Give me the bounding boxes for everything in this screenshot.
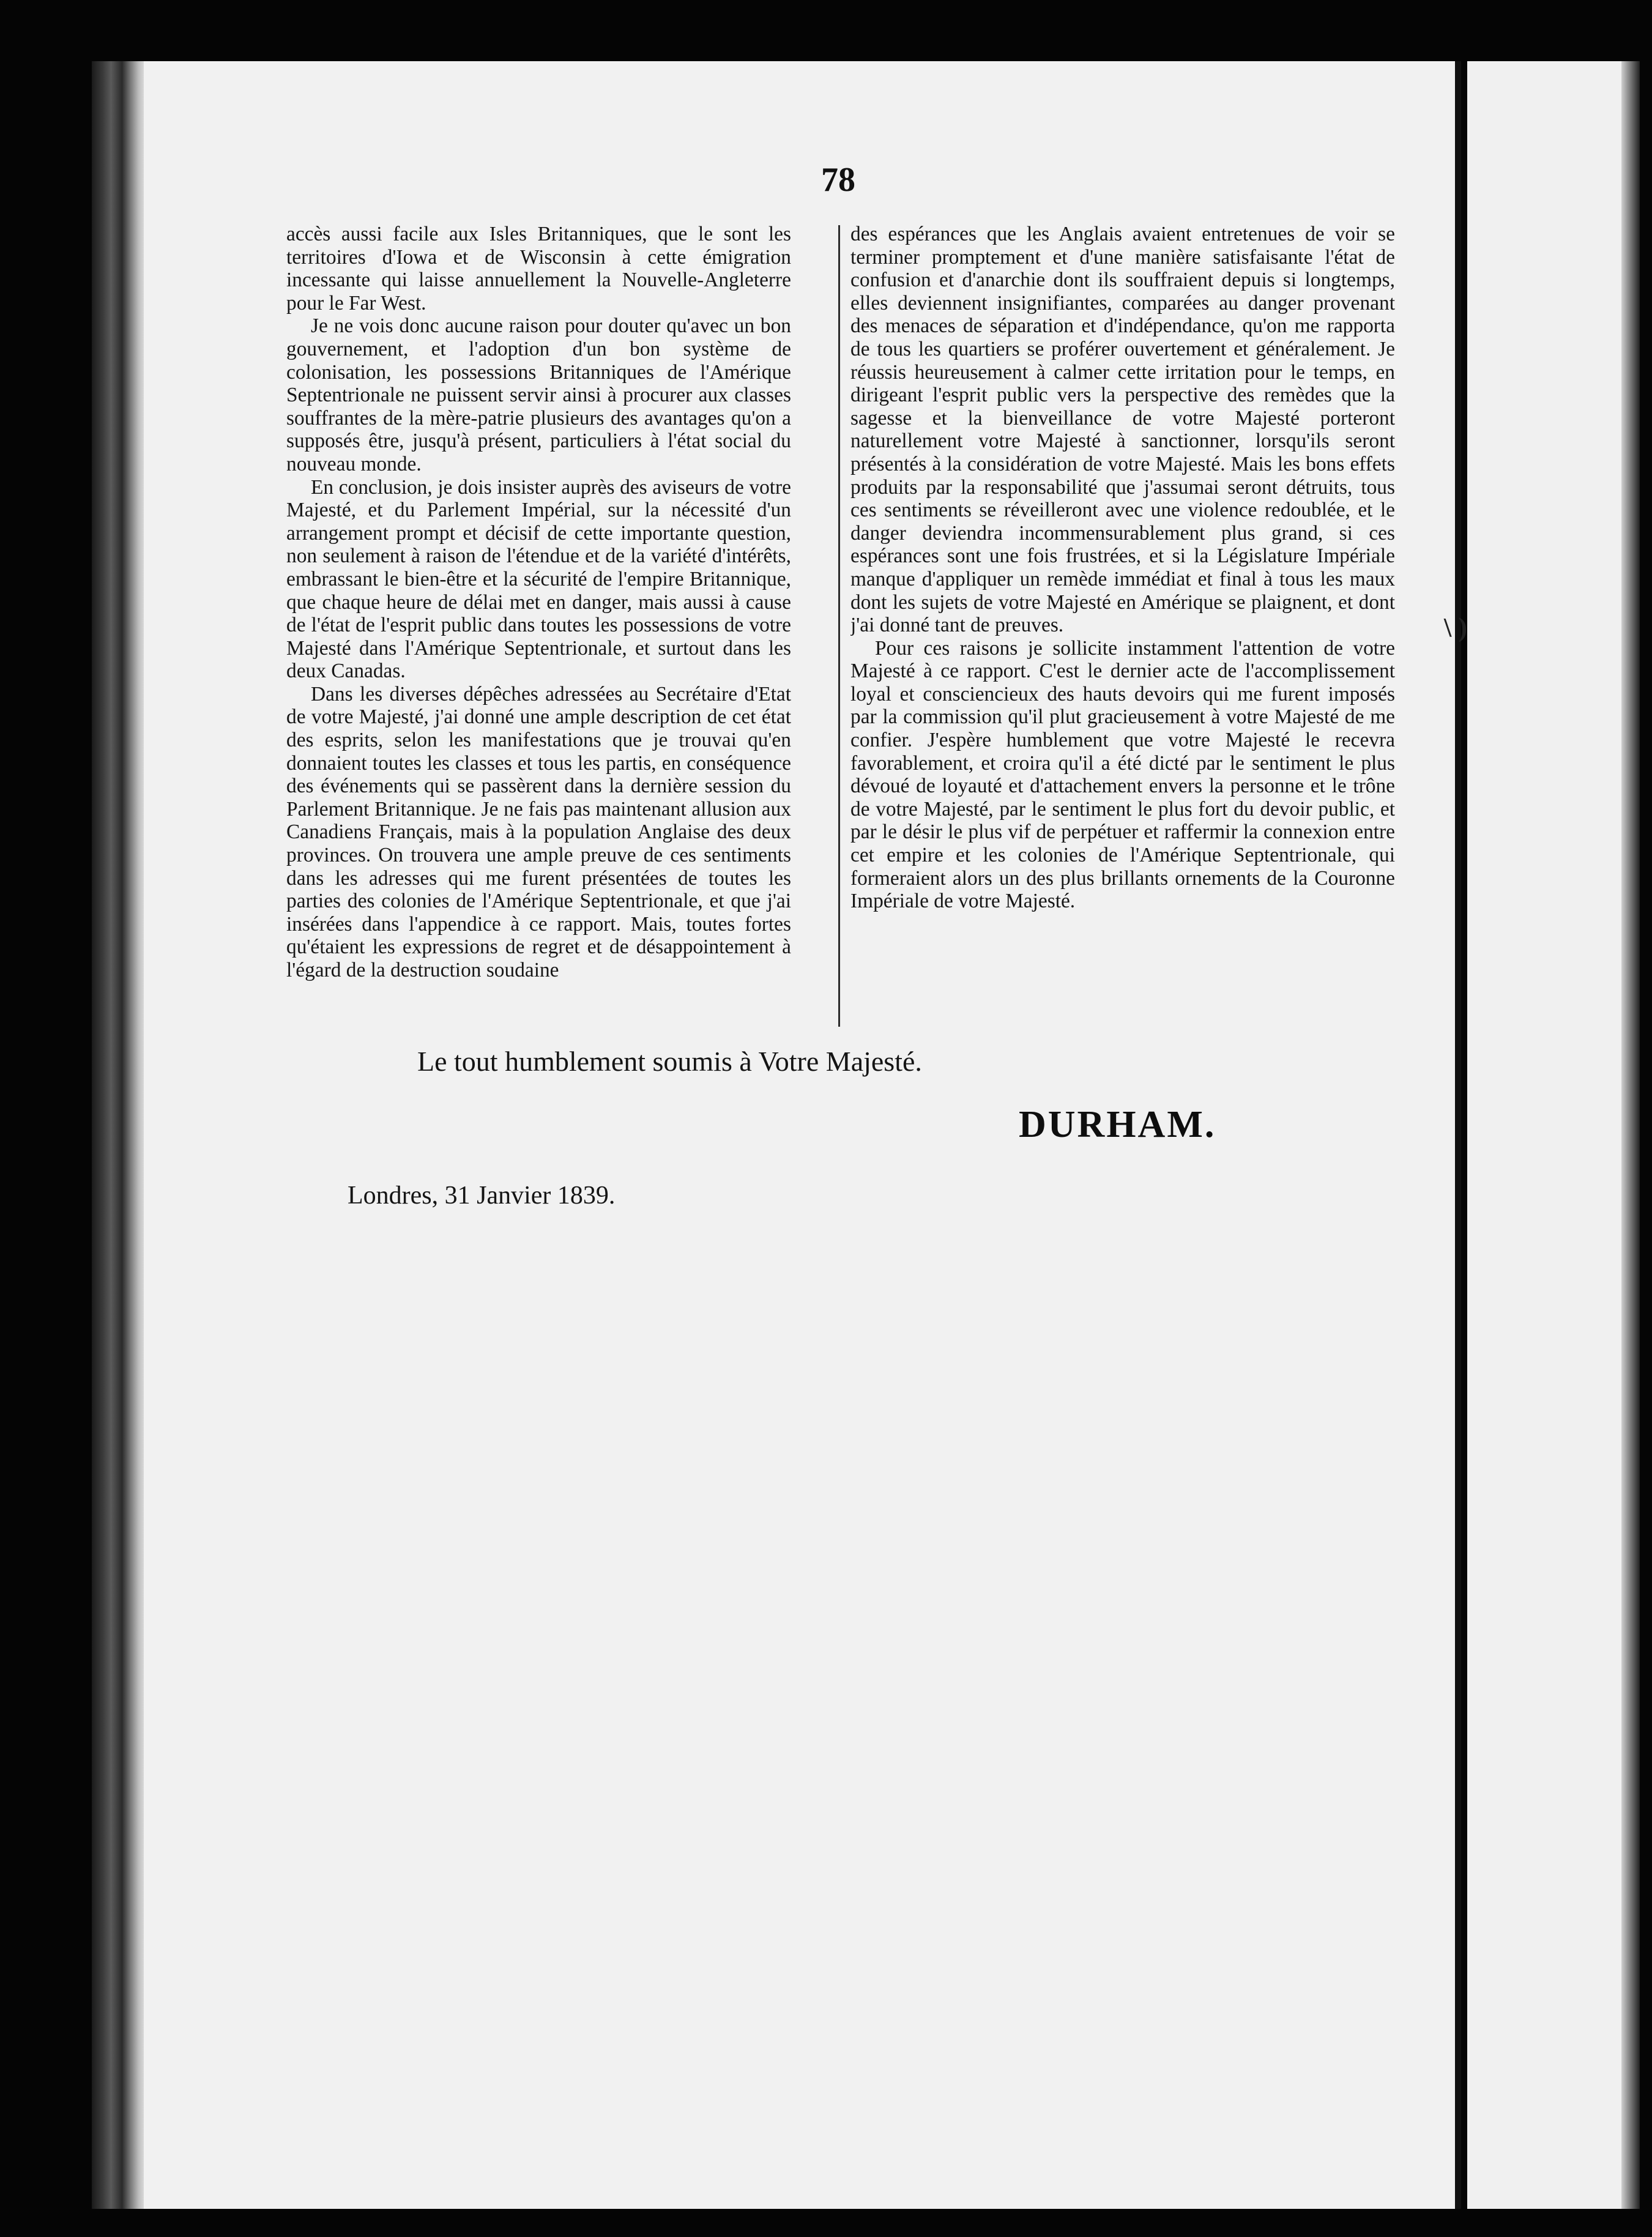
facing-page-shadow xyxy=(1621,61,1640,2209)
left-column xyxy=(286,223,791,1037)
edge-mark: \ ) xyxy=(1444,612,1467,642)
page-number: 78 xyxy=(821,161,855,199)
left-paragraph-3: En conclusion, je dois insister auprès des aviseurs de votre Majesté, et du Parlement Impérial, sur la nécessité d'un arrangement prompt et décisif de cette importante question, non seulement à raison de l'étendue et de la variété d'intérêts, embrassant le bien-être et la sécurité de l'empire Britannique, que chaque heure de délai met en danger, mais aussi à cause de l'état de l'esprit public dans toutes les possessions de votre Majesté dans l'Amérique Septentrionale, et surtout dans les deux Canadas. xyxy=(286,475,791,683)
binding-shadow xyxy=(92,61,147,2209)
right-column xyxy=(850,223,1395,1037)
facing-page xyxy=(1467,61,1632,2209)
dateline: Londres, 31 Janvier 1839. xyxy=(348,1182,616,1210)
column-divider xyxy=(838,225,840,1027)
left-paragraph-2: Je ne vois donc aucune raison pour douter qu'avec un bon gouvernement, et l'adoption d'un bon système de colonisation, les possessions Britanniques de l'Amérique Septentrionale ne puissent servir ainsi à procurer aux classes souffrantes de la mère-patrie plusieurs des avantages qu'on a supposés être, jusqu'à présent, particuliers à l'état social du nouveau monde. xyxy=(286,315,791,475)
right-paragraph-1: des espérances que les Anglais avaient entretenues de voir se terminer promptement et d'une manière satisfaisante l'état de confusion et d'anarchie dont ils souffraient depuis si longtemps, elles deviennent insignifiantes, comparées au danger provenant des menaces de séparation et d'indépendance, qu'on me rapporta de tous les quartiers se proférer ouvertement et généralement. Je réussis heureusement à calmer cette irritation pour le temps, en dirigeant l'esprit public vers la perspective des remèdes que la sagesse et la bienveillance de votre Majesté porteront naturellement votre Majesté à sanctionner, lorsqu'ils seront présentés à la considération de votre Majesté. Mais les bons effets produits par la responsabilité que j'assumai seront détruits, tous ces sentiments se réveilleront avec une violence redoublée, et le danger deviendra incommensurablement plus grand, si ces espérances sont une fois frustrées, et si la Législature Impériale manque d'appliquer un remède immédiat et final à tous les maux dont les sujets de votre Majesté en Amérique se plaignent, et dont j'ai donné tant de preuves. xyxy=(850,223,1395,637)
closing-line: Le tout humblement soumis à Votre Majesté. xyxy=(417,1046,922,1077)
left-paragraph-4: Dans les diverses dépêches adressées au Secrétaire d'Etat de votre Majesté, j'ai donné une ample description de cet état des esprits, selon les manifestations que je trouvai qu'en donnaient toutes les classes et tous les partis, en conséquence des événements qui se passèrent dans la dernière session du Parlement Britannique. Je ne fais pas maintenant allusion aux Canadiens Français, mais à la population Anglaise des deux provinces. On trouvera une ample preuve de ces sentiments dans les adresses qui me furent présentées de toutes les parties des colonies de l'Amérique Septentrionale, et que j'ai insérées dans l'appendice à ce rapport. Mais, toutes fortes qu'étaient les expressions de regret et de désappointement à l'égard de la destruction soudaine xyxy=(286,682,791,981)
left-paragraph-1: accès aussi facile aux Isles Britanniques, que le sont les territoires d'Iowa et de Wisconsin à cette émigration incessante qui laisse annuellement la Nouvelle-Angleterre pour le Far West. xyxy=(286,223,791,315)
page-edge xyxy=(1455,61,1461,2209)
right-paragraph-2: Pour ces raisons je sollicite instamment l'attention de votre Majesté à ce rapport. C'est le dernier acte de l'accomplissement loyal et consciencieux des hauts devoirs qui me furent imposés par la commission qu'il plut gracieusement à votre Majesté de me confier. J'espère humblement que votre Majesté le recevra favorablement, et croira qu'il a été dicté par le sentiment le plus dévoué de loyauté et d'attachement envers la personne et le trône de votre Majesté, par le sentiment le plus fort du devoir public, et par le désir le plus vif de perpétuer et raffermir la connexion entre cet empire et les colonies de l'Amérique Septentrionale, qui formeraient alors un des plus brillants ornements de la Couronne Impériale de votre Majesté. xyxy=(850,636,1395,913)
signature: DURHAM. xyxy=(1019,1104,1216,1145)
